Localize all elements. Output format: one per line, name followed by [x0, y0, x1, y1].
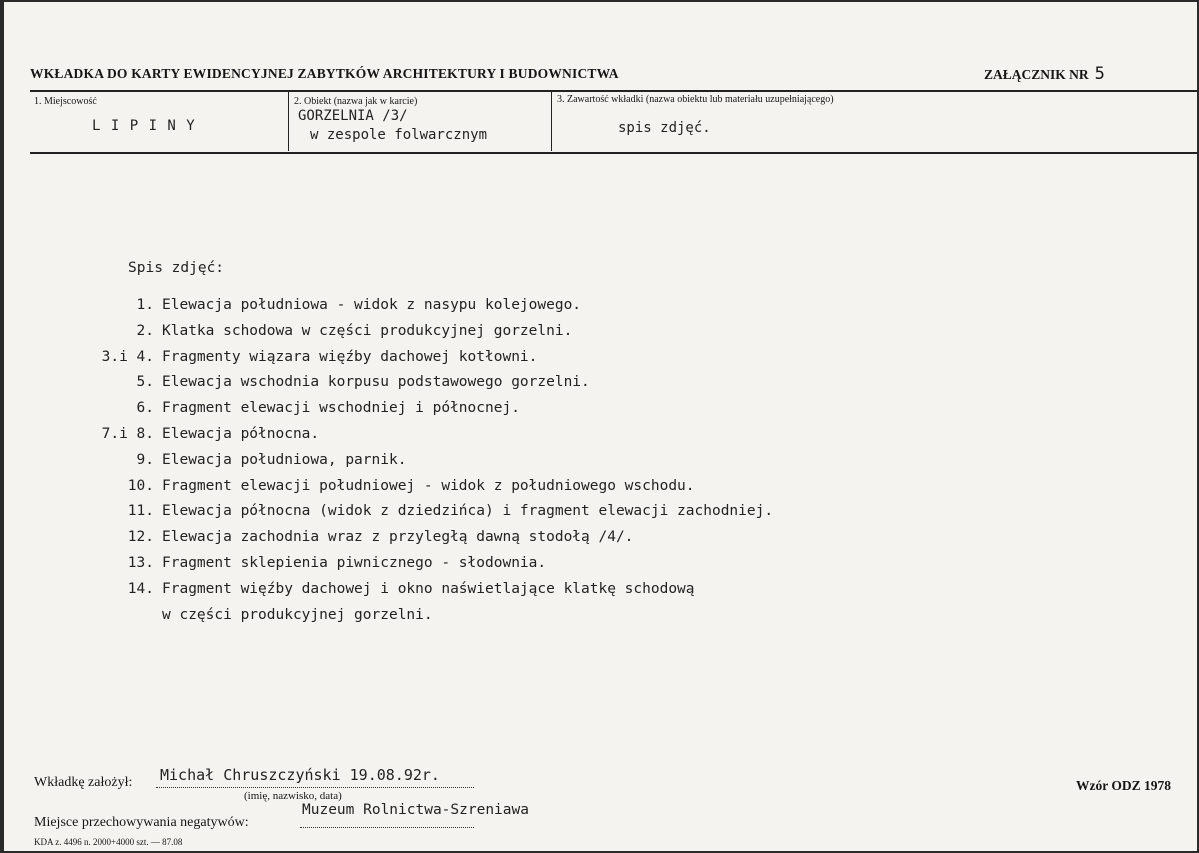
list-item-number: 5. [136, 374, 154, 391]
list-item-number: 14. [127, 580, 154, 597]
field-divider [288, 91, 289, 151]
fields-bottom-rule [30, 152, 1197, 154]
list-item-text: Elewacja północna. [162, 426, 320, 442]
storage-value: Muzeum Rolnictwa-Szreniawa [302, 802, 529, 818]
list-item [44, 323, 572, 339]
list-item-text: Fragment więźby dachowej i okno naświetlające klatkę schodową [162, 580, 695, 597]
attachment-label-text: ZAŁĄCZNIK NR [984, 67, 1089, 82]
list-item [44, 452, 406, 468]
list-item [44, 374, 590, 390]
founded-hint: (imię, nazwisko, data) [244, 790, 342, 802]
list-item-number: 6. [136, 400, 154, 417]
list-item-text: Klatka schodowa w części produkcyjnej gorzelni. [162, 322, 573, 339]
object-value-line1: GORZELNIA /3/ [298, 108, 408, 124]
list-item [44, 607, 433, 623]
list-item [44, 529, 633, 545]
list-item-number: 1. [136, 297, 154, 313]
list-item-text: Fragment elewacji południowej - widok z południowego wschodu. [162, 477, 695, 494]
list-item-number: 13. [127, 555, 154, 571]
form-label: Wzór ODZ 1978 [1076, 778, 1171, 793]
founded-underline [156, 787, 474, 788]
list-item [44, 400, 520, 416]
content-value: spis zdjęć. [618, 120, 711, 136]
list-item-number: 7.i 8. [101, 426, 154, 442]
list-item-text: w części produkcyjnej gorzelni. [162, 606, 433, 623]
list-item-text: Elewacja południowa - widok z nasypu kolejowego. [162, 297, 582, 313]
founded-label: Wkładkę założył: [34, 775, 133, 790]
object-label: 2. Obiekt (nazwa jak w karcie) [294, 96, 418, 107]
list-item-text: Fragment sklepienia piwnicznego - słodownia. [162, 555, 547, 571]
list-item [44, 478, 695, 494]
attachment-number: 5 [1094, 64, 1105, 84]
locality-label: 1. Miejscowość [34, 96, 97, 107]
storage-label: Miejsce przechowywania negatywów: [34, 815, 249, 830]
list-heading: Spis zdjęć: [128, 260, 225, 276]
list-item-text: Elewacja północna (widok z dziedzińca) i fragment elewacji zachodniej. [162, 503, 774, 520]
list-item-number: 11. [127, 503, 154, 520]
locality-value: L I P I N Y [92, 118, 196, 134]
list-item-number: 10. [127, 477, 154, 494]
list-item [44, 349, 537, 365]
list-item-text: Elewacja wschodnia korpusu podstawowego gorzelni. [162, 374, 590, 391]
list-item-text: Fragmenty wiązara więźby dachowej kotłowni. [162, 348, 538, 365]
document-title: WKŁADKA DO KARTY EWIDENCYJNEJ ZABYTKÓW ARCHITEKTURY I BUDOWNICTWA [30, 66, 619, 81]
object-value-line2: w zespole folwarcznym [310, 127, 488, 143]
list-item-number: 2. [136, 322, 154, 339]
list-item-number: 3.i 4. [101, 348, 154, 365]
list-item [44, 581, 695, 597]
field-divider [551, 91, 552, 151]
list-item [44, 555, 546, 571]
list-item-text: Fragment elewacji wschodniej i północnej. [162, 400, 520, 417]
list-item-text: Elewacja zachodnia wraz z przyległą dawną stodołą /4/. [162, 529, 634, 546]
list-item-number: 9. [136, 451, 154, 468]
list-item [44, 426, 319, 442]
list-item-number: 12. [127, 529, 154, 546]
founded-value: Michał Chruszczyński 19.08.92r. [160, 766, 440, 784]
storage-underline [300, 827, 474, 828]
attachment-label [984, 64, 1105, 84]
print-info: KDA z. 4496 n. 2000+4000 szt. — 87.08 [34, 837, 183, 847]
document-sheet [4, 2, 1197, 851]
list-item [44, 297, 581, 313]
list-item-text: Elewacja południowa, parnik. [162, 451, 407, 468]
list-item [44, 503, 773, 519]
content-label: 3. Zawartość wkładki (nazwa obiektu lub materiału uzupełniającego) [557, 94, 834, 105]
header-rule [30, 90, 1197, 92]
